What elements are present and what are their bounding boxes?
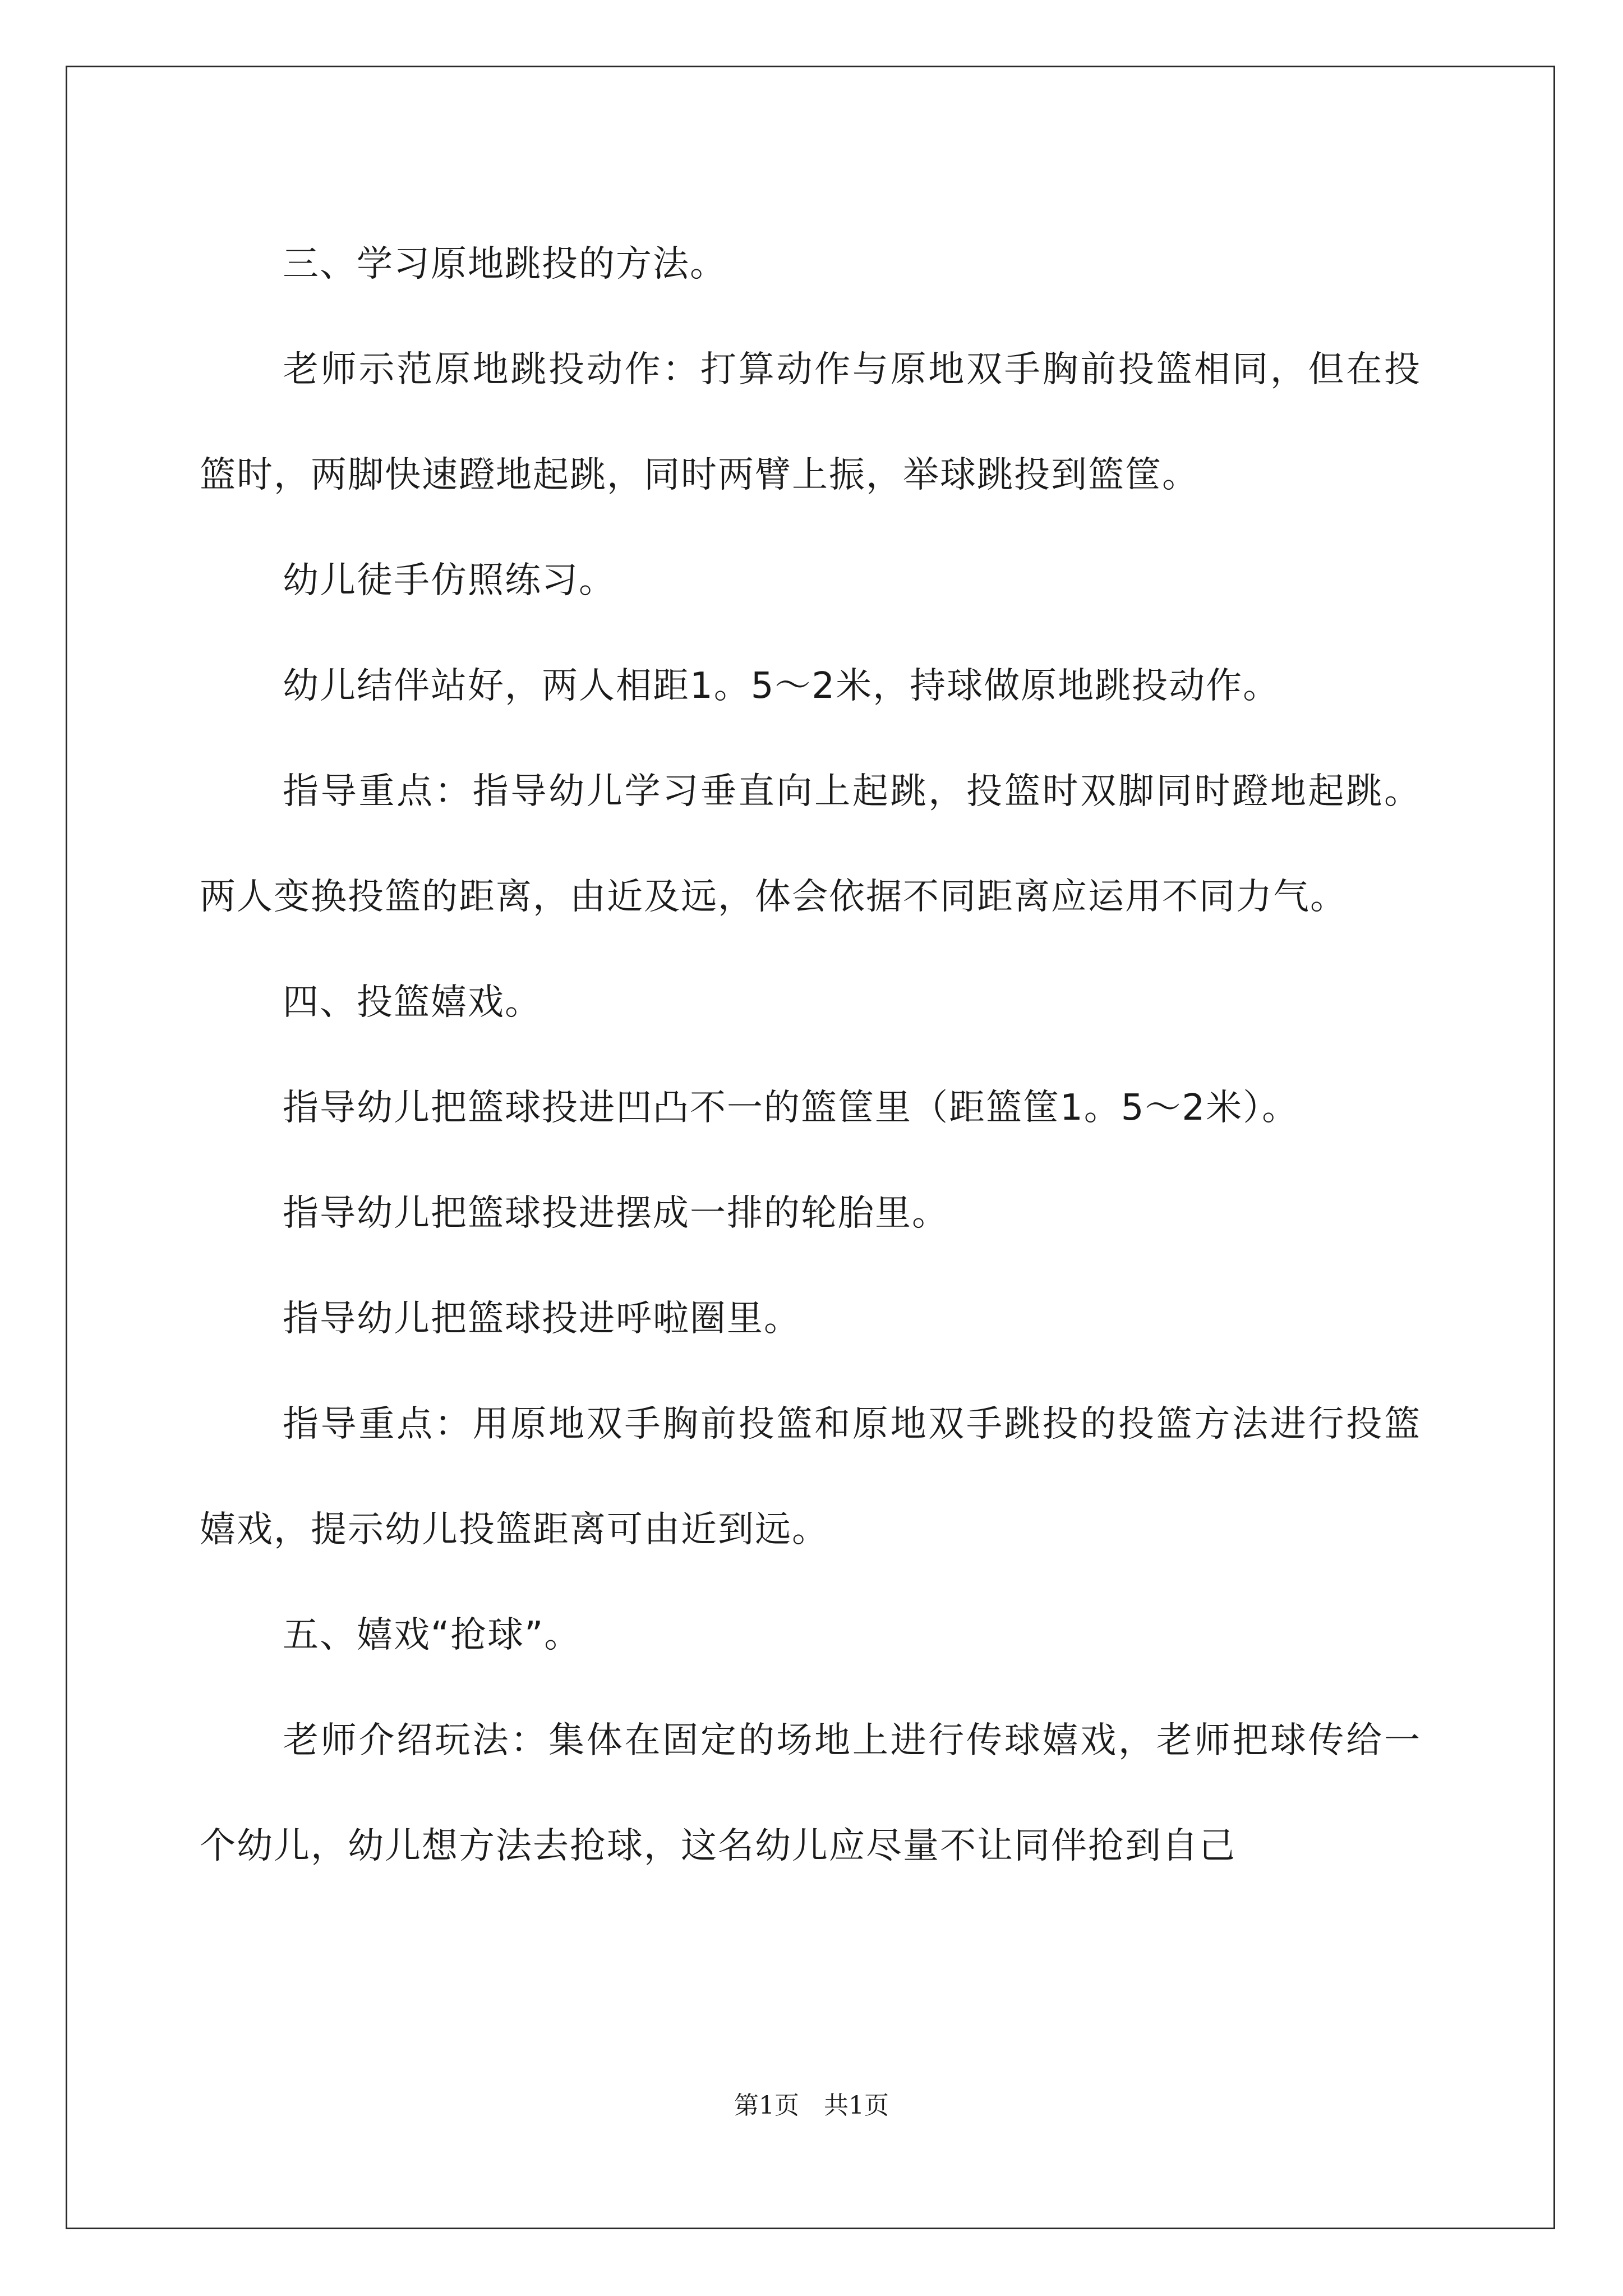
paragraph: 老师示范原地跳投动作：打算动作与原地双手胸前投篮相同，但在投篮时，两脚快速蹬地起跳，同时两臂上振，举球跳投到篮筐。 <box>200 349 1421 496</box>
document-body <box>200 211 1421 1899</box>
paragraph: 幼儿徒手仿照练习。 <box>283 560 616 601</box>
paragraph: 指导重点：用原地双手胸前投篮和原地双手跳投的投篮方法进行投篮嬉戏，提示幼儿投篮距离可由近到远。 <box>200 1404 1421 1550</box>
paragraph: 指导幼儿把篮球投进摆成一排的轮胎里。 <box>283 1193 949 1234</box>
page-footer <box>0 2085 1623 2121</box>
page-number: 第1页 <box>734 2091 799 2120</box>
paragraph: 四、投篮嬉戏。 <box>283 982 542 1023</box>
page-total: 共1页 <box>824 2091 889 2120</box>
paragraph: 三、学习原地跳投的方法。 <box>283 243 727 285</box>
paragraph: 五、嬉戏“抢球”。 <box>283 1614 582 1656</box>
paragraph: 指导幼儿把篮球投进凹凸不一的篮筐里（距篮筐1。5～2米）。 <box>283 1087 1299 1129</box>
paragraph: 指导重点：指导幼儿学习垂直向上起跳，投篮时双脚同时蹬地起跳。两人变换投篮的距离，由近及远，体会依据不同距离应运用不同力气。 <box>200 771 1421 918</box>
paragraph: 指导幼儿把篮球投进呼啦圈里。 <box>283 1298 801 1340</box>
paragraph: 幼儿结伴站好，两人相距1。5～2米，持球做原地跳投动作。 <box>283 665 1280 707</box>
paragraph: 老师介绍玩法：集体在固定的场地上进行传球嬉戏，老师把球传给一个幼儿，幼儿想方法去抢球，这名幼儿应尽量不让同伴抢到自己 <box>200 1720 1421 1867</box>
